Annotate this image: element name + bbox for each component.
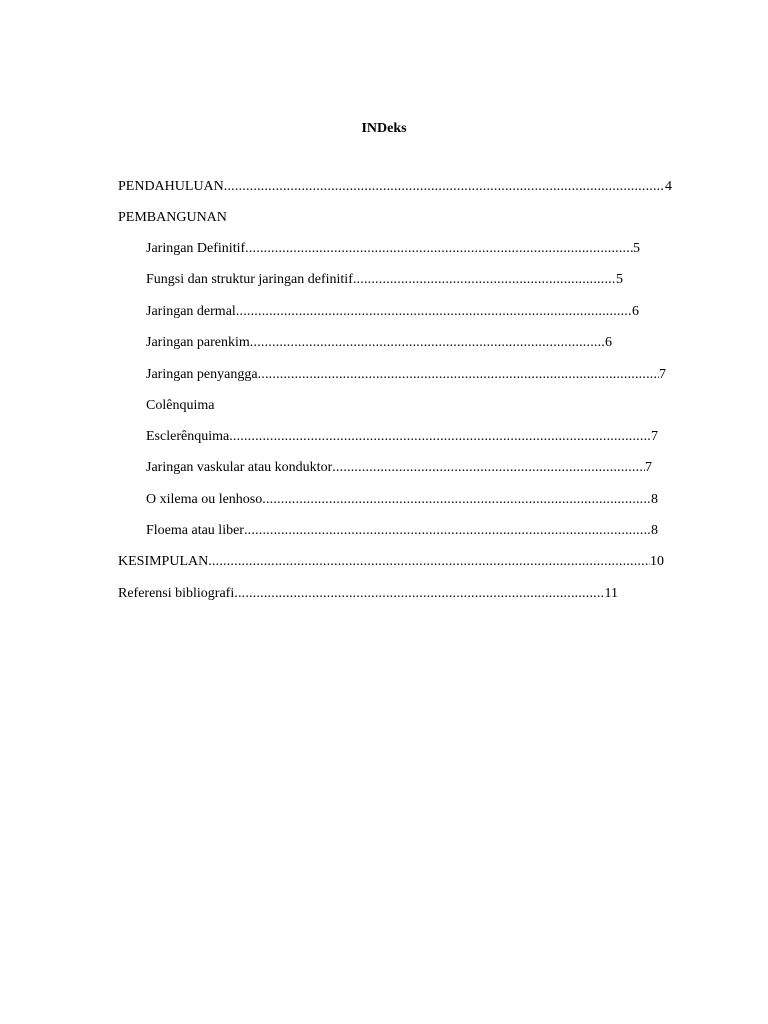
toc-entry-label: Floema atau liber — [146, 523, 244, 538]
toc-entry-label: PENDAHULUAN — [118, 179, 224, 194]
toc-dot-leader — [245, 240, 633, 258]
toc-entry-page: 8 — [651, 492, 658, 507]
toc-entry-referensi[interactable] — [118, 585, 618, 603]
toc-entry-label: Jaringan Definitif — [146, 241, 246, 256]
toc-entry-page: 5 — [616, 272, 623, 287]
toc-entry-jaringan-definitif[interactable] — [146, 240, 640, 258]
toc-entry-label: Referensi bibliografi — [118, 586, 235, 601]
toc-dot-leader — [229, 428, 651, 446]
toc-dot-leader — [236, 303, 632, 321]
toc-entry-jaringan-parenkim[interactable] — [146, 334, 612, 352]
toc-entry-page: 11 — [604, 586, 618, 601]
toc-dot-leader — [244, 522, 651, 540]
toc-entry-page: 6 — [632, 304, 639, 319]
toc-entry-label: PEMBANGUNAN — [118, 210, 227, 225]
toc-entry-page: 6 — [605, 335, 612, 350]
toc-dot-leader — [250, 334, 605, 352]
toc-entry-page: 10 — [650, 554, 664, 569]
toc-entry-page: 7 — [659, 367, 666, 382]
toc-dot-leader — [234, 585, 604, 603]
toc-entry-floema[interactable] — [146, 522, 658, 540]
toc-entry-page: 7 — [651, 429, 658, 444]
toc-entry-label: O xilema ou lenhoso — [146, 492, 263, 507]
toc-entry-fungsi-struktur[interactable] — [146, 271, 623, 289]
toc-dot-leader — [258, 366, 659, 384]
toc-entry-colenquima[interactable] — [146, 397, 640, 415]
toc-entry-page: 7 — [645, 460, 652, 475]
toc-dot-leader — [262, 491, 651, 509]
toc-entry-xilema[interactable] — [146, 491, 658, 509]
toc-entry-label: Jaringan parenkim — [146, 335, 250, 350]
toc-entry-page: 5 — [633, 241, 640, 256]
toc-entry-jaringan-dermal[interactable] — [146, 303, 639, 321]
toc-entry-label: Jaringan dermal — [146, 304, 236, 319]
toc-dot-leader — [224, 178, 665, 196]
toc-dot-leader — [332, 459, 645, 477]
toc-entry-page: 8 — [651, 523, 658, 538]
document-title: INDeks — [361, 121, 407, 136]
toc-dot-leader — [208, 553, 650, 571]
toc-entry-page: 4 — [665, 179, 672, 194]
toc-entry-pendahuluan[interactable] — [118, 178, 672, 196]
toc-entry-label: Fungsi dan struktur jaringan definitif — [146, 272, 353, 287]
toc-dot-leader — [353, 271, 616, 289]
toc-entry-jaringan-vaskular[interactable] — [146, 459, 652, 477]
toc-entry-label: Jaringan penyangga — [146, 367, 258, 382]
toc-entry-label: Esclerênquima — [146, 429, 230, 444]
toc-entry-label: Colênquima — [146, 398, 215, 413]
toc-entry-jaringan-penyangga[interactable] — [146, 366, 666, 384]
toc-entry-pembangunan[interactable] — [118, 209, 672, 227]
toc-entry-esclerenquima[interactable] — [146, 428, 658, 446]
toc-entry-kesimpulan[interactable] — [118, 553, 664, 571]
toc-entry-label: KESIMPULAN — [118, 554, 209, 569]
toc-entry-label: Jaringan vaskular atau konduktor — [146, 460, 333, 475]
